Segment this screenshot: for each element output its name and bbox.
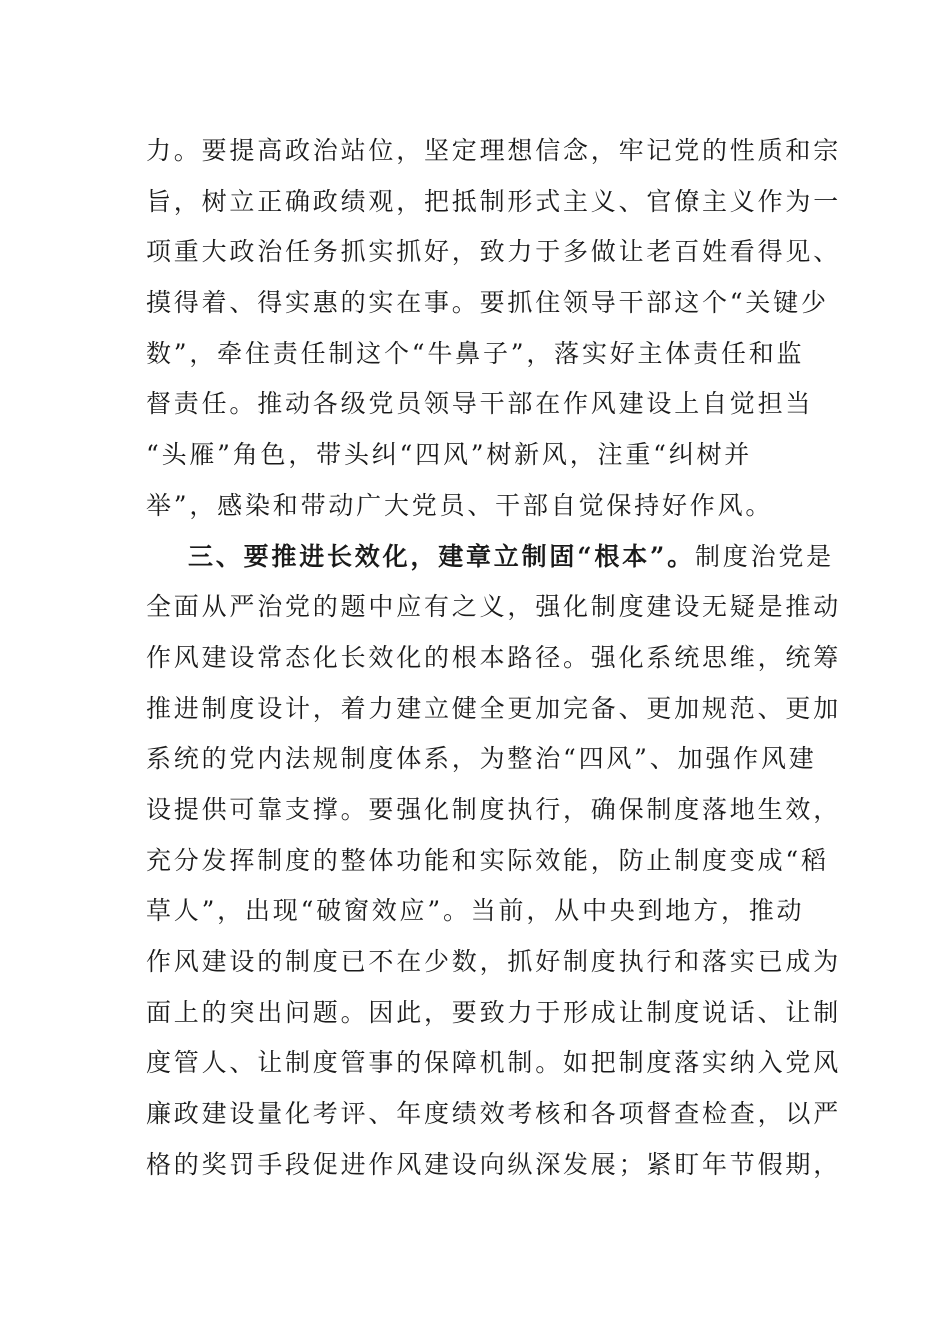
text-line: 推进制度设计，着力建立健全更加完备、更加规范、更加 xyxy=(146,693,842,723)
text-line: 格的奖罚手段促进作风建设向纵深发展；紧盯年节假期， xyxy=(146,1149,842,1179)
text-line: 数”，牵住责任制这个“牛鼻子”，落实好主体责任和监 xyxy=(146,338,805,368)
body-text xyxy=(146,126,842,1190)
text-line: 督责任。推动各级党员领导干部在作风建设上自觉担当 xyxy=(146,389,814,419)
text-line: 廉政建设量化考评、年度绩效考核和各项督查检查，以严 xyxy=(146,1099,842,1129)
text-line: 面上的突出问题。因此，要致力于形成让制度说话、让制 xyxy=(146,997,842,1027)
text-line: “头雁”角色，带头纠“四风”树新风，注重“纠树并 xyxy=(146,440,753,470)
text-line: 力。要提高政治站位，坚定理想信念，牢记党的性质和宗 xyxy=(146,136,842,165)
text-line: 旨，树立正确政绩观，把抵制形式主义、官僚主义作为一 xyxy=(146,186,842,216)
text-line: 摸得着、得实惠的实在事。要抓住领导干部这个“关键少 xyxy=(146,288,829,318)
text-line: 设提供可靠支撑。要强化制度执行，确保制度落地生效， xyxy=(146,794,842,824)
text-line: 举”，感染和带动广大党员、干部自觉保持好作风。 xyxy=(146,490,774,520)
text-line: 充分发挥制度的整体功能和实际效能，防止制度变成“稻 xyxy=(146,845,829,875)
text-line: 草人”，出现“破窗效应”。当前，从中央到地方，推动 xyxy=(146,896,805,926)
text-line: 项重大政治任务抓实抓好，致力于多做让老百姓看得见、 xyxy=(146,237,842,267)
section-heading: 三、要推进长效化，建章立制固“根本”。 xyxy=(188,541,695,571)
text-line: 度管人、让制度管事的保障机制。如把制度落实纳入党风 xyxy=(146,1048,842,1078)
text-line: 系统的党内法规制度体系，为整治“四风”、加强作风建 xyxy=(146,744,817,774)
text-line: 全面从严治党的题中应有之义，强化制度建设无疑是推动 xyxy=(146,592,842,622)
section-heading-line xyxy=(146,532,834,583)
text-line: 作风建设常态化长效化的根本路径。强化系统思维，统筹 xyxy=(146,642,842,672)
text-line: 作风建设的制度已不在少数，抓好制度执行和落实已成为 xyxy=(146,947,842,976)
heading-continuation: 制度治党是 xyxy=(694,541,834,571)
